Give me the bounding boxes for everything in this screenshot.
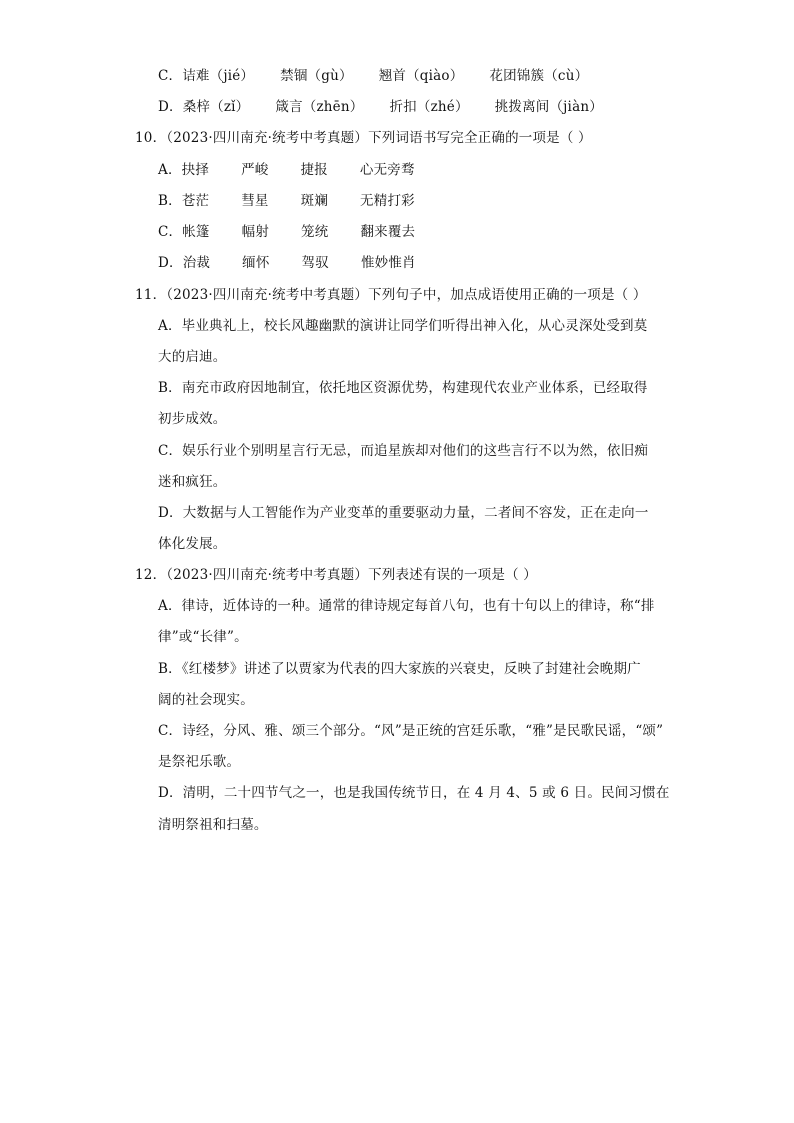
q12-option-a-line2: 律”或“长律”。	[158, 629, 248, 645]
option-word: 笼统	[301, 224, 329, 240]
q10-option-c	[158, 222, 415, 242]
option-letter: A．	[158, 162, 182, 178]
q11-option-a-line1: A．毕业典礼上，校长风趣幽默的演讲让同学们听得出神入化，从心灵深处受到莫	[158, 318, 648, 334]
q9-option-d	[158, 97, 603, 117]
option-letter: C．	[158, 68, 183, 84]
option-word: 严峻	[241, 162, 269, 178]
option-word: 帐篷	[182, 224, 210, 240]
q11-option-a-line2: 大的启迪。	[158, 349, 227, 365]
option-word: 诘难（jié）	[182, 68, 255, 84]
q12-option-b-line2: 阔的社会现实。	[158, 692, 254, 708]
option-word: 幅射	[241, 224, 270, 240]
option-word: 彗星	[241, 193, 269, 209]
option-word: 惟妙惟肖	[360, 255, 416, 271]
q10-stem: 10．（2023·四川南充·统考中考真题）下列词语书写完全正确的一项是（ ）	[135, 130, 592, 146]
q11-option-c-line1: C．娱乐行业个别明星言行无忌，而追星族却对他们的这些言行不以为然，依旧痴	[158, 443, 649, 459]
q12-stem: 12．（2023·四川南充·统考中考真题）下列表述有误的一项是（ ）	[135, 567, 537, 583]
q11-option-d-line1: D．大数据与人工智能作为产业变革的重要驱动力量，二者间不容发，正在走向一	[158, 505, 649, 521]
option-letter: D．	[158, 99, 183, 115]
option-word: 箴言（zhēn）	[275, 99, 364, 115]
option-word: 折扣（zhé）	[389, 99, 469, 115]
option-word: 苍茫	[181, 193, 210, 209]
q12-option-c-line1: C．诗经，分风、雅、颂三个部分。“风”是正统的宫廷乐歌，“雅”是民歌民谣，“颂”	[158, 723, 664, 739]
q10-option-b	[158, 191, 415, 211]
q11-option-b-line2: 初步成效。	[158, 411, 227, 427]
q11-option-d-line2: 体化发展。	[158, 536, 227, 552]
option-word: 翻来覆去	[360, 224, 416, 240]
option-word: 无精打彩	[360, 193, 415, 209]
option-word: 驾驭	[301, 255, 329, 271]
option-word: 斑斓	[300, 193, 329, 209]
q12-option-c-line2: 是祭祀乐歌。	[158, 754, 241, 770]
option-word: 挑拨离间（jiàn）	[494, 99, 603, 115]
option-letter: B．	[158, 193, 182, 209]
option-word: 治裁	[182, 255, 211, 271]
option-word: 翘首（qiào）	[378, 68, 464, 84]
option-word: 禁锢（gù）	[280, 68, 353, 84]
option-letter: D．	[158, 255, 183, 271]
option-word: 抉择	[181, 162, 210, 178]
q12-option-b-line1: B．《红楼梦》讲述了以贾家为代表的四大家族的兴衰史，反映了封建社会晚期广	[158, 661, 641, 677]
q12-option-a-line1: A．律诗，近体诗的一种。通常的律诗规定每首八句，也有十句以上的律诗，称“排	[158, 598, 655, 614]
option-word: 桑梓（zǐ）	[182, 99, 250, 115]
q11-option-c-line2: 迷和疯狂。	[158, 474, 227, 490]
q12-option-d-line1: D．清明，二十四节气之一，也是我国传统节日，在 4 月 4、5 或 6 日。民间习惯在	[158, 785, 670, 801]
option-word: 捷报	[300, 162, 328, 178]
option-word: 花团锦簇（cù）	[489, 68, 589, 84]
q12-option-d-line2: 清明祭祖和扫墓。	[158, 817, 268, 833]
option-letter: C．	[158, 224, 183, 240]
q9-option-c	[158, 66, 588, 86]
q10-option-a	[158, 160, 415, 180]
q11-option-b-line1: B．南充市政府因地制宜，依托地区资源优势，构建现代农业产业体系，已经取得	[158, 380, 648, 396]
option-word: 缅怀	[242, 255, 270, 271]
q10-option-d	[158, 253, 416, 273]
q11-stem: 11．（2023·四川南充·统考中考真题）下列句子中，加点成语使用正确的一项是（ ）	[135, 287, 647, 303]
option-word: 心无旁骛	[359, 162, 415, 178]
